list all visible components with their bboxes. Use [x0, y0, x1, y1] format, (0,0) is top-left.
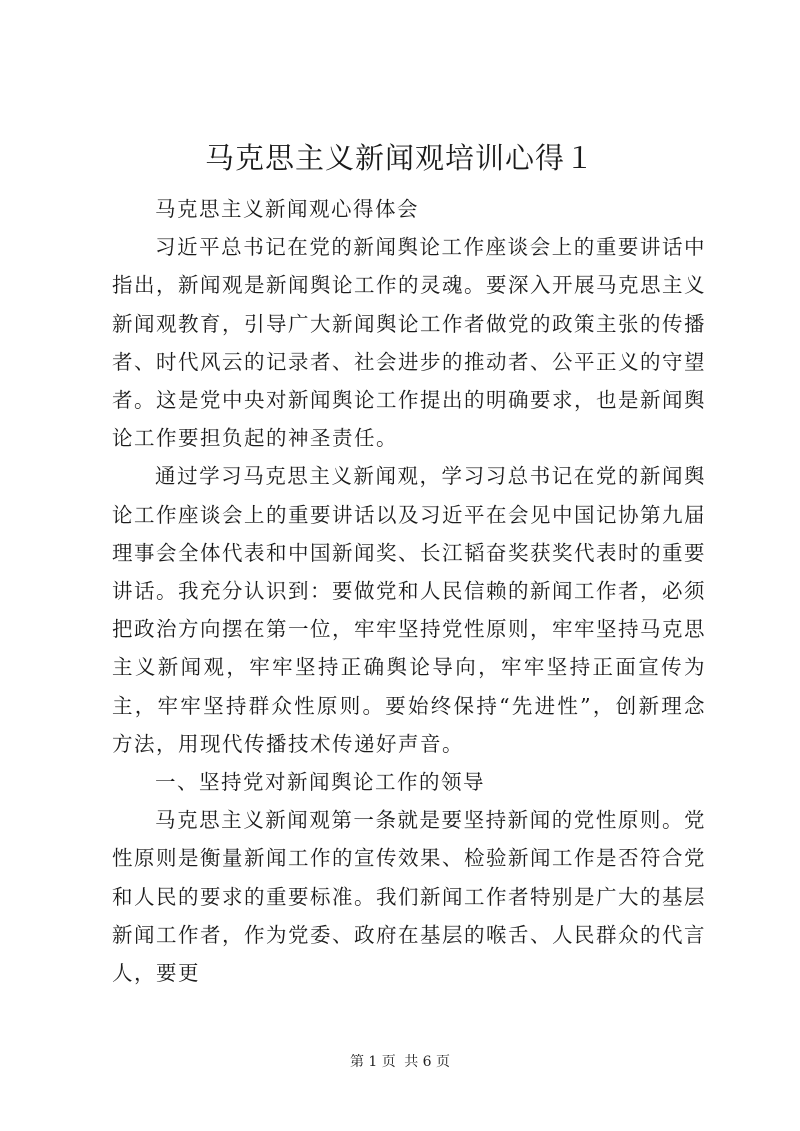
- page-total: 共 6 页: [404, 1054, 451, 1070]
- section-heading-1: 一、坚持党对新闻舆论工作的领导: [155, 770, 486, 795]
- paragraph-subtitle: 马克思主义新闻观心得体会: [155, 197, 420, 221]
- document-title: 马克思主义新闻观培训心得１: [204, 141, 595, 175]
- paragraph-3: 马克思主义新闻观第一条就是要坚持新闻的党性原则。党性原则是衡量新闻工作的宣传效果、检验新闻工作是否符合党和人民的要求的重要标准。我们新闻工作者特别是广大的基层新闻工作者，作为党委、政府在基层的喉舌、人民群众的代言人，要更: [112, 808, 706, 986]
- paragraph-1: 习近平总书记在党的新闻舆论工作座谈会上的重要讲话中指出，新闻观是新闻舆论工作的灵魂。要深入开展马克思主义新闻观教育，引导广大新闻舆论工作者做党的政策主张的传播者、时代风云的记录者、社会进步的推动者、公平正义的守望者。这是党中央对新闻舆论工作提出的明确要求，也是新闻舆论工作要担负起的神圣责任。: [112, 235, 706, 451]
- page-number: 第 1 页: [349, 1054, 396, 1070]
- document-body: [112, 190, 706, 992]
- page-footer: [0, 1052, 800, 1072]
- paragraph-2: 通过学习马克思主义新闻观，学习习总书记在党的新闻舆论工作座谈会上的重要讲话以及习近平在会见中国记协第九届理事会全体代表和中国新闻奖、长江韬奋奖获奖代表时的重要讲话。我充分认识到：要做党和人民信赖的新闻工作者，必须把政治方向摆在第一位，牢牢坚持党性原则，牢牢坚持马克思主义新闻观，牢牢坚持正确舆论导向，牢牢坚持正面宣传为主，牢牢坚持群众性原则。要始终保持“先进性”，创新理念方法，用现代传播技术传递好声音。: [112, 464, 706, 756]
